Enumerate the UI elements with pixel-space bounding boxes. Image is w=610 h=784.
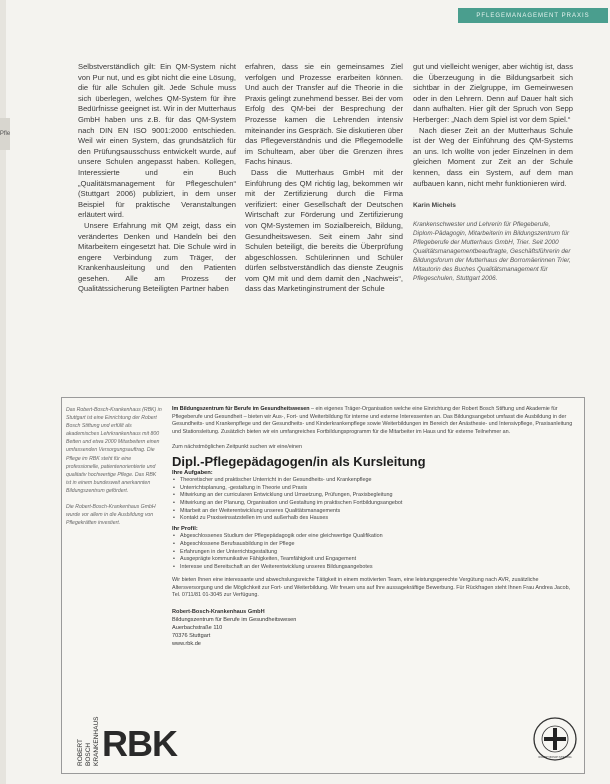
edge-tab bbox=[0, 118, 10, 150]
job-advertisement bbox=[61, 397, 585, 774]
rbk-logo bbox=[70, 688, 178, 768]
article-column-2 bbox=[245, 62, 403, 295]
article-column-3 bbox=[413, 62, 573, 283]
contact-line: Auerbachstraße 110 bbox=[172, 625, 223, 632]
author-name: Karin Michels bbox=[413, 202, 456, 210]
tasks-list bbox=[172, 477, 576, 523]
article-paragraph: gut und vielleicht weniger, aber wichtig ist, dass die Überzeugung in die Bildungsarbeit sich sichtbar in der Zielgruppe, im Gemeinwesen oder in den Lehrern. Denn auf Dauer halt sich dann aufhalten. Hier gilt der Spruch von Sepp Herberger: „Nach dem Spiel ist vor dem Spiel.“ bbox=[413, 62, 573, 124]
seal-text: ROBERT BOSCH STIFTUNG bbox=[538, 756, 572, 759]
ad-side-column bbox=[66, 406, 162, 535]
article-paragraph: Unsere Erfahrung mit QM zeigt, dass ein verändertes Denken und Handeln bei den Mitarbeitern eingesetzt hat. Die Schule wird in engere Verbindung zum Träger, der Krankenhausleitung und den Patienten gesehen. Alle am Prozess der Qualitätssicherung Beteiligten Partner haben bbox=[78, 220, 236, 294]
logo-vertical-text: BOSCH bbox=[85, 742, 92, 766]
article-column-1 bbox=[78, 62, 236, 295]
running-header bbox=[458, 8, 608, 23]
edge-tab-label: Pfle bbox=[0, 131, 11, 137]
ad-contact bbox=[172, 608, 576, 648]
task-item: • Theoretischer und praktischer Unterricht in der Gesundheits- und Krankenpflege bbox=[180, 477, 576, 485]
profile-item: • Abgeschlossene Berufsausbildung in der Pflege bbox=[180, 541, 576, 549]
running-header-title: PFLEGEMANAGEMENT PRAXIS bbox=[476, 12, 590, 19]
ad-main-column bbox=[172, 406, 576, 648]
task-item: • Mitwirkung an der curricularen Entwicklung und Umsetzung, Prüfungen, Praxisbegleitung bbox=[180, 492, 576, 500]
article-paragraph: Nach dieser Zeit an der Mutterhaus Schule ist der Weg der Einführung des QM-Systems an uns. Ich wollte von jeder Einzelnen in dem gleichen Moment zur Zeit an der Schule kennen, dass ein System, auf dem man aufbauen kann, nicht mehr funktionieren wird. bbox=[413, 125, 573, 188]
ad-lead: Zum nächstmöglichen Zeitpunkt suchen wir eine/einen bbox=[172, 444, 303, 451]
ad-intro bbox=[172, 406, 576, 436]
contact-line: Bildungszentrum für Berufe im Gesundheitswesen bbox=[172, 617, 297, 624]
profile-item: • Interesse und Bereitschaft an der Weiterentwicklung unseres Bildungsangebotes bbox=[180, 564, 576, 572]
contact-line: 70376 Stuttgart bbox=[172, 633, 211, 640]
task-item: • Mitarbeit an der Weiterentwicklung unseres Qualitätsmanagements bbox=[180, 508, 576, 516]
logo-vertical-text: KRANKENHAUS bbox=[93, 716, 100, 766]
article-paragraph: Dass die Mutterhaus GmbH mit der Einführung des QM richtig lag, bekommen wir mit der Zertifizierung durch die Firma verifiziert: einer Gesellschaft der Deutschen Wirtschaft zur Förderung und Zertifizierung von QM-Systemen im Sozialbereich, Bildung, Gesundheitswesen. Seit einem Jahr sind Schulen beteiligt, die bereits die Überprüfung abgeschlossen. Schülerinnen und Schüler dürfen selbstverständlich das dienste Zeugnis vom QM mit und dem damit den „Nachweis“, dass das Marketinginstrument der Schule bbox=[245, 167, 403, 294]
bosch-stiftung-seal-icon bbox=[532, 716, 578, 762]
task-item: • Unterrichtsplanung, -gestaltung in Theorie und Praxis bbox=[180, 485, 576, 493]
ad-side-paragraph: Das Robert-Bosch-Krankenhaus (RBK) in Stuttgart ist eine Einrichtung der Robert Bosch Stiftung und erfüllt als akademisches Lehrkrankenhaus mit 800 Betten und etwa 2000 Mitarbeitern einen umfassenden Versorgungsauftrag. Die Pflege im RBK steht für eine professionelle, patientenorientierte und qualitativ hochwertige Pflege. Das RBK ist in einem bundesweit anerkannten Bildungszentrum gefördert. bbox=[66, 407, 162, 494]
task-item: • Kontakt zu Praxiseinsatzstellen im und außerhalb des Hauses bbox=[180, 515, 576, 523]
ad-intro-text: – ein eigenes Träger-Organisation welche eine Einrichtung der Robert Bosch Stiftung und Akademie für Pflegeberufe und Gesundheit – bieten wir Aus-, Fort- und Weiterbildung für interne und externe Interessenten an. Das Bildungsangebot umfasst die Ausbildung in der Gesundheits- und Krankenpflege und der Gesundheits- und Kinderkrankenpflege sowie Weiterbildungen im Bereich der Anästhesie- und Intensivpflege, Praxisanleitung und Stationsleitung. Zusätzlich bieten wir ein umfangreiches Fortbildungsprogramm für die Mitarbeiter im Haus und für externe Teilnehmer an. bbox=[172, 406, 573, 435]
contact-website-link[interactable]: www.rbk.de bbox=[172, 641, 201, 648]
job-title: Dipl.-Pflegepädagogen/in als Kursleitung bbox=[172, 453, 426, 469]
profile-item: • Erfahrungen in der Unterrichtsgestaltung bbox=[180, 549, 576, 557]
article-paragraph: erfahren, dass sie ein gemeinsames Ziel verfolgen und Prozesse erarbeiten können. Und auch der Transfer auf die Theorie in die Praxis gelingt zunehmend besser. Bei der vom Erfolg des QM-bei der Besprechung der Prozesse kamen die Lehrenden intensiv miteinander ins Gespräch. Sie diskutieren über das Pflegeverständnis und die Pflegemodelle im Schulteam, aber über die Grenzen ihres Fachs hinaus. bbox=[245, 62, 403, 167]
logo-letters: RBK bbox=[102, 723, 177, 764]
ad-intro-org: Im Bildungszentrum für Berufe im Gesundheitswesen bbox=[172, 406, 310, 412]
contact-organization: Robert-Bosch-Krankenhaus GmbH bbox=[172, 609, 265, 616]
profile-heading: Ihr Profil: bbox=[172, 525, 198, 532]
profile-list bbox=[172, 533, 576, 571]
tasks-heading: Ihre Aufgaben: bbox=[172, 469, 213, 476]
profile-item: • Abgeschlossenes Studium der Pflegepädagogik oder eine gleichwertige Qualifikation bbox=[180, 533, 576, 541]
logo-vertical-text: ROBERT bbox=[77, 739, 84, 766]
task-item: • Mitwirkung an der Planung, Organisation und Gestaltung im praktischen Fortbildungsangebot bbox=[180, 500, 576, 508]
ad-side-paragraph: Die Robert-Bosch-Krankenhaus GmbH wurde vor allem in die Ausbildung von Pflegekräften investiert. bbox=[66, 504, 156, 527]
author-bio: Krankenschwester und Lehrerin für Pflegeberufe, Diplom-Pädagogin, Mitarbeiterin im Bildungszentrum für Pflegeberufe der Mutterhaus GmbH, Trier. Seit 2000 Qualitätsmanagementbeauftragte, Geschäftsführerin der Bildungsforum der Mutterhaus der Borromäerinnen Trier, Mitautorin des Buches Qualitätsmanagement für Pflegeschulen, Stuttgart 2006. bbox=[413, 220, 571, 282]
profile-item: • Ausgeprägte kommunikative Fähigkeiten, Teamfähigkeit und Engagement bbox=[180, 556, 576, 564]
article-paragraph: Selbstverständlich gilt: Ein QM-System nicht von Pur nut, und es gibt nicht die eine Lösung, die für alle Schulen gilt. Jede Schule muss sich überlegen, welches QM-System für ihre Bedürfnisse geeignet ist. Wir in der Mutterhaus GmbH haben uns z.B. für das QM-System nach DIN EN ISO 9001:2000 entschieden. Weil wir einen System, das grundsätzlich für den Prüfungsausschuss entwickelt wurde, auf unsere Schulen angepasst haben. Kollegen, Interessierte und ein Buch „Qualitätsmanagement für Pflegeschulen“ (Stuttgart 2006) publiziert, in dem unser Beispiel für praktische Veranstaltungen erläutert wird. bbox=[78, 62, 236, 220]
ad-closing: Wir bieten Ihnen eine interessante und abwechslungsreiche Tätigkeit in einem motivierten Team, eine leistungsgerechte Vergütung nach AVR, zusätzliche Altersversorgung und die Möglichkeit zur Fort- und Weiterbildung. Wir freuen uns auf Ihre aussagekräftige Bewerbung. Für Rückfragen steht Ihnen Frau Andrea Jacob, Tel. 0711/81 01-3045 zur Verfügung. bbox=[172, 577, 571, 599]
